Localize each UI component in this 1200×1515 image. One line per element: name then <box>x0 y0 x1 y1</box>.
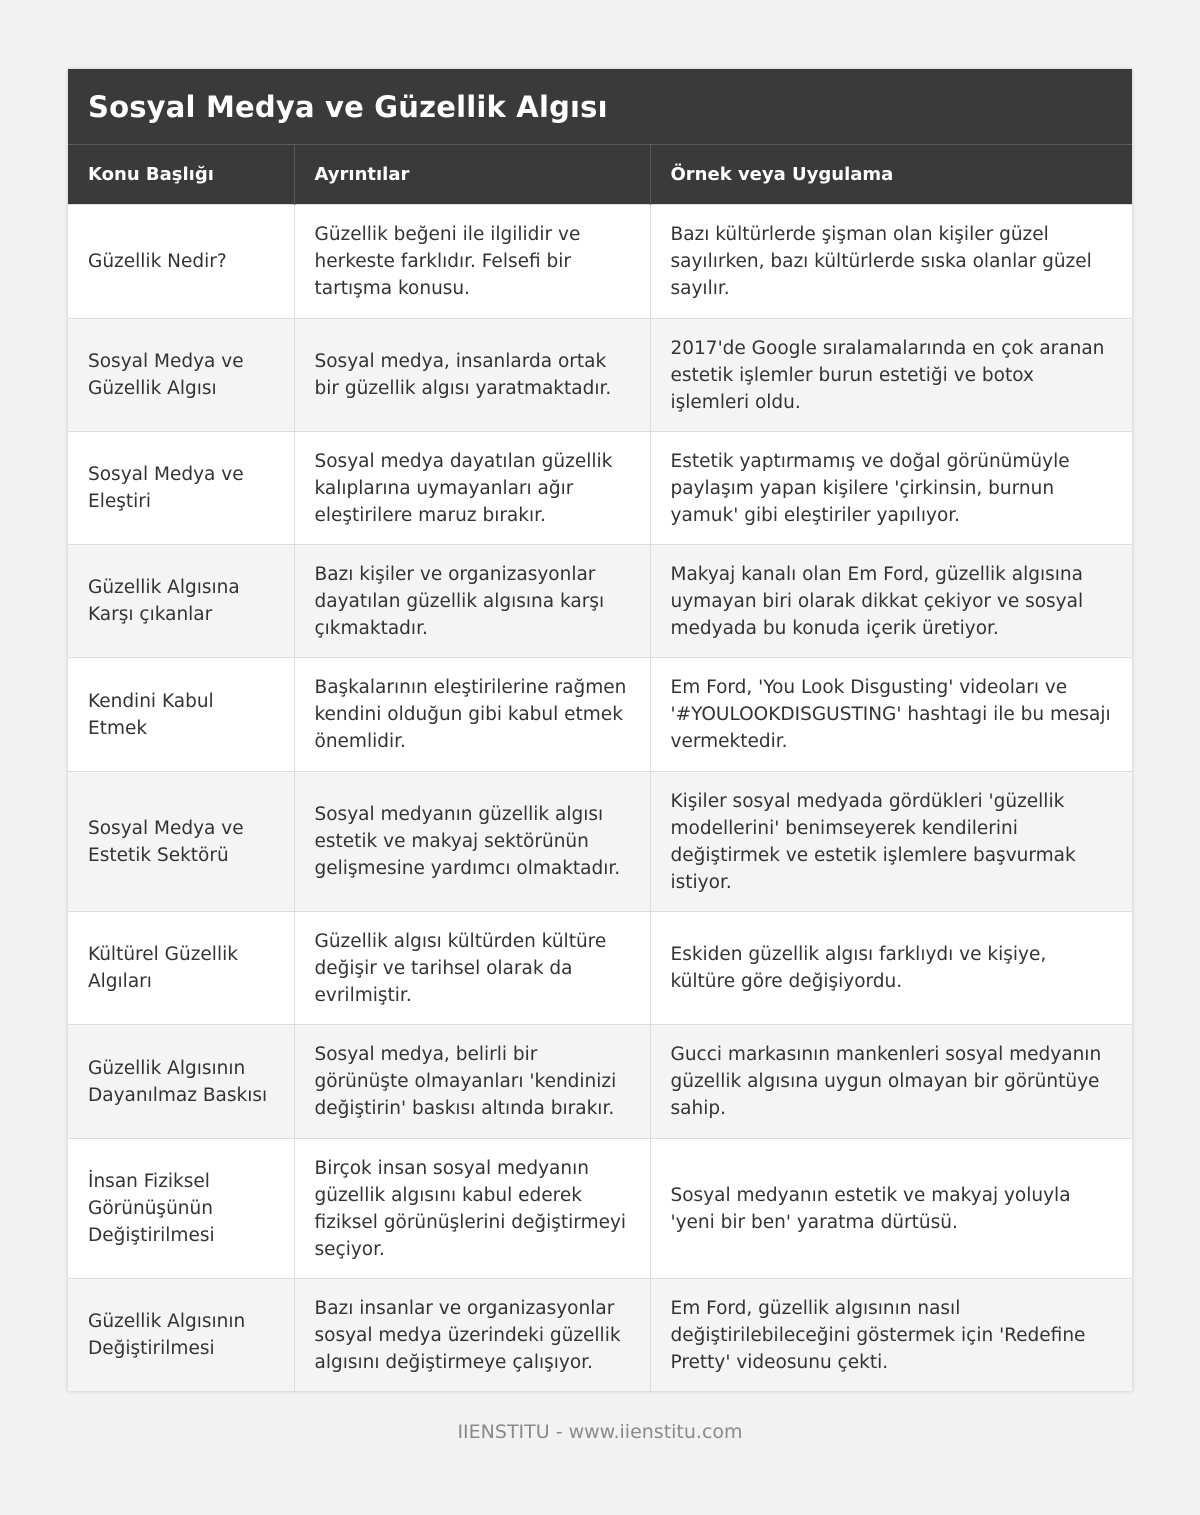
table-cell: Sosyal Medya ve Güzellik Algısı <box>68 318 294 431</box>
table-cell: Sosyal Medya ve Estetik Sektörü <box>68 771 294 911</box>
table-cell: Bazı insanlar ve organizasyonlar sosyal medya üzerindeki güzellik algısını değiştirmeye çalışıyor. <box>294 1278 650 1391</box>
table-cell: Kültürel Güzellik Algıları <box>68 911 294 1024</box>
table-cell: Estetik yaptırmamış ve doğal görünümüyle paylaşım yapan kişilere 'çirkinsin, burnun yamuk' gibi eleştiriler yapılıyor. <box>650 431 1132 544</box>
page-title: Sosyal Medya ve Güzellik Algısı <box>88 89 608 124</box>
table-cell: Em Ford, güzellik algısının nasıl değiştirilebileceğini göstermek için 'Redefine Pretty' videosunu çekti. <box>650 1278 1132 1391</box>
table-cell: Kendini Kabul Etmek <box>68 657 294 771</box>
table-body <box>68 204 1132 1391</box>
table-cell: Sosyal medyanın güzellik algısı estetik ve makyaj sektörünün gelişmesine yardımcı olmaktadır. <box>294 771 650 911</box>
table-cell: Güzellik Algısına Karşı çıkanlar <box>68 544 294 657</box>
table-row <box>68 911 1132 1024</box>
title-bar <box>68 69 1132 145</box>
table-cell: Güzellik beğeni ile ilgilidir ve herkeste farklıdır. Felsefi bir tartışma konusu. <box>294 204 650 318</box>
table-card <box>68 69 1132 1391</box>
table-row <box>68 771 1132 911</box>
table-cell: Sosyal medya, belirli bir görünüşte olmayanları 'kendinizi değiştirin' baskısı altında bırakır. <box>294 1024 650 1138</box>
table-row <box>68 657 1132 771</box>
table-cell: Bazı kişiler ve organizasyonlar dayatılan güzellik algısına karşı çıkmaktadır. <box>294 544 650 657</box>
table-cell: Gucci markasının mankenleri sosyal medyanın güzellik algısına uygun olmayan bir görüntüye sahip. <box>650 1024 1132 1138</box>
table-cell: Güzellik Algısının Değiştirilmesi <box>68 1278 294 1391</box>
table-row <box>68 204 1132 318</box>
table-row <box>68 431 1132 544</box>
table-cell: Birçok insan sosyal medyanın güzellik algısını kabul ederek fiziksel görünüşlerini değiştirmeyi seçiyor. <box>294 1138 650 1278</box>
table-cell: Sosyal Medya ve Eleştiri <box>68 431 294 544</box>
table-cell: Güzellik Nedir? <box>68 204 294 318</box>
table-cell: Sosyal medya, insanlarda ortak bir güzellik algısı yaratmaktadır. <box>294 318 650 431</box>
table-cell: İnsan Fiziksel Görünüşünün Değiştirilmesi <box>68 1138 294 1278</box>
column-header: Konu Başlığı <box>68 145 294 204</box>
footer-credit: IIENSTITU - www.iienstitu.com <box>457 1421 743 1443</box>
table-cell: Kişiler sosyal medyada gördükleri 'güzellik modellerini' benimseyerek kendilerini değiştirmek ve estetik işlemlere başvurmak istiyor. <box>650 771 1132 911</box>
table-cell: Sosyal medya dayatılan güzellik kalıplarına uymayanları ağır eleştirilere maruz bırakır. <box>294 431 650 544</box>
table-row <box>68 1138 1132 1278</box>
table-header <box>68 145 1132 204</box>
table-row <box>68 1024 1132 1138</box>
column-header: Örnek veya Uygulama <box>650 145 1132 204</box>
table-cell: Güzellik algısı kültürden kültüre değişir ve tarihsel olarak da evrilmiştir. <box>294 911 650 1024</box>
table-cell: Başkalarının eleştirilerine rağmen kendini olduğun gibi kabul etmek önemlidir. <box>294 657 650 771</box>
table-cell: 2017'de Google sıralamalarında en çok aranan estetik işlemler burun estetiği ve botox işlemleri oldu. <box>650 318 1132 431</box>
table-row <box>68 544 1132 657</box>
table-cell: Güzellik Algısının Dayanılmaz Baskısı <box>68 1024 294 1138</box>
table-cell: Sosyal medyanın estetik ve makyaj yoluyla 'yeni bir ben' yaratma dürtüsü. <box>650 1138 1132 1278</box>
table-row <box>68 318 1132 431</box>
table-cell: Bazı kültürlerde şişman olan kişiler güzel sayılırken, bazı kültürlerde sıska olanlar güzel sayılır. <box>650 204 1132 318</box>
data-table <box>68 145 1132 1391</box>
table-cell: Em Ford, 'You Look Disgusting' videoları ve '#YOULOOKDISGUSTING' hashtagi ile bu mesajı vermektedir. <box>650 657 1132 771</box>
table-cell: Eskiden güzellik algısı farklıydı ve kişiye, kültüre göre değişiyordu. <box>650 911 1132 1024</box>
table-cell: Makyaj kanalı olan Em Ford, güzellik algısına uymayan biri olarak dikkat çekiyor ve sosyal medyada bu konuda içerik üretiyor. <box>650 544 1132 657</box>
column-header: Ayrıntılar <box>294 145 650 204</box>
table-row <box>68 1278 1132 1391</box>
